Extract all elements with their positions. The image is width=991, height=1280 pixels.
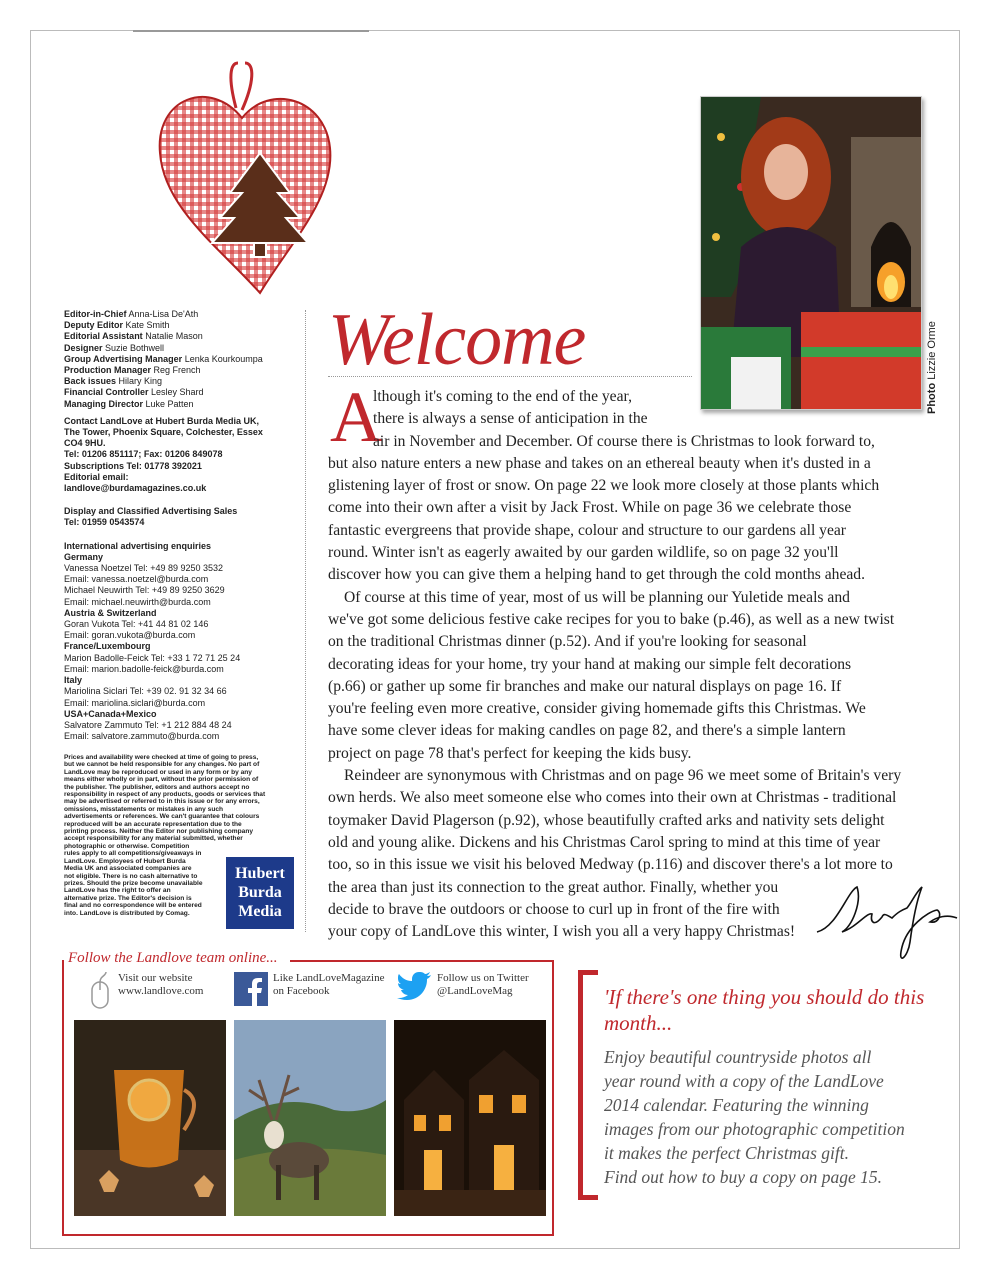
- article-line: old and young alike. Dickens and his Christmas Carol spring to mind at this time of year: [328, 833, 881, 851]
- logo-line: Hubert: [235, 865, 285, 882]
- facebook-icon[interactable]: [234, 972, 268, 1006]
- lantern-houses-photo: [394, 1020, 546, 1216]
- article-line: there is always a sense of anticipation in the: [373, 410, 648, 428]
- display-sales-block: [64, 506, 304, 528]
- disclaimer-line: advertisements or references. We can't guarantee that colours: [64, 813, 260, 821]
- quote-bracket: [578, 970, 598, 1200]
- editor-photo: [700, 96, 922, 410]
- intl-contact-line: Email: marion.badolle-feick@burda.com: [64, 663, 224, 674]
- staff-name: Hilary King: [116, 376, 163, 387]
- heart-ornament-image: [150, 58, 340, 308]
- welcome-title: Welcome: [328, 299, 586, 381]
- quote-line: images from our photographic competition: [604, 1119, 905, 1139]
- staff-row: [64, 320, 304, 331]
- intl-contact-line: Email: goran.vukota@burda.com: [64, 630, 196, 641]
- display-sales-line: Tel: 01959 0543574: [64, 517, 145, 528]
- article-line: too, so in this issue we visit his beloved Medway (p.116) and discover there's a lot more to: [328, 856, 893, 874]
- disclaimer-line: the publisher. The publisher, editors and authors accept no: [64, 783, 250, 791]
- article-line: you're feeling even more creative, consider giving homemade gifts this Christmas. We: [328, 700, 866, 718]
- staff-row: [64, 354, 304, 365]
- article-line: toymaker David Plagerson (p.92), whose beautifully crafted arks and nativity sets delight: [328, 811, 885, 829]
- article-line: discover how you can give them a helping hand to get through the cold months ahead.: [328, 566, 865, 584]
- disclaimer-line: responsibility in respect of any products, goods or services that: [64, 791, 266, 799]
- staff-role: Deputy Editor: [64, 320, 124, 331]
- disclaimer-line: Media UK and associated companies are: [64, 865, 192, 873]
- intl-contact-line: Marion Badolle-Feick Tel: +33 1 72 71 25 24: [64, 652, 241, 663]
- quote-line: 2014 calendar. Featuring the winning: [604, 1095, 869, 1115]
- international-list: [64, 552, 304, 742]
- facebook-line: Like LandLoveMagazine: [273, 972, 385, 984]
- article-line: glistening layer of frost or snow. On page 22 we look more closely at those plants which: [328, 477, 880, 495]
- intl-contact-line: Mariolina Siclari Tel: +39 02. 91 32 34 66: [64, 686, 227, 697]
- intl-contact-line: Vanessa Noetzel Tel: +49 89 9250 3532: [64, 563, 224, 574]
- disclaimer-line: LandLove has the right to offer an: [64, 887, 171, 895]
- intl-region: Italy: [64, 675, 83, 686]
- staff-row: [64, 331, 304, 342]
- article-line: (p.66) or gather up some fir branches and make our natural displays on page 16. If: [328, 677, 842, 695]
- staff-row: [64, 399, 304, 410]
- intl-contact-line: Michael Neuwirth Tel: +49 89 9250 3629: [64, 585, 225, 596]
- staff-list: [64, 309, 304, 410]
- article-line: round. Winter isn't as eagerly awaited by our garden wildlife, so on page 32 you'll: [328, 544, 839, 562]
- contact-line: CO4 9HU.: [64, 438, 106, 449]
- disclaimer-line: reproduced will be an accurate representation due to the: [64, 820, 242, 828]
- disclaimer-line: photographic or otherwise. Competition: [64, 842, 190, 850]
- reindeer-photo: [234, 1020, 386, 1216]
- staff-role: Back issues: [64, 376, 117, 387]
- quote-line: Enjoy beautiful countryside photos all: [604, 1047, 872, 1067]
- disclaimer-line: omissions, misstatements or mistakes in any such: [64, 805, 224, 813]
- article-line: we've got some delicious festive cake recipes for you to bake (p.46), as well as a new twist: [328, 610, 895, 628]
- top-rule: [133, 30, 369, 32]
- disclaimer-line: rules apply to all competitions/giveaways in: [64, 850, 202, 858]
- editor-signature: [812, 872, 962, 972]
- international-heading: International advertising enquiries: [64, 540, 212, 551]
- intl-region: Germany: [64, 551, 104, 562]
- contact-line: Contact LandLove at Hubert Burda Media UK,: [64, 415, 260, 426]
- article-line: fantastic evergreens that provide shape, colour and structure to our gardens all year: [328, 521, 847, 539]
- twitter-line: @LandLoveMag: [437, 985, 513, 997]
- follow-box-top-border: [290, 960, 554, 962]
- disclaimer-line: printing process. Neither the Editor nor publishing company: [64, 828, 254, 836]
- intl-contact-line: Goran Vukota Tel: +41 44 81 02 146: [64, 619, 209, 630]
- mouse-icon: [88, 972, 112, 1012]
- intl-contact-line: Email: mariolina.siclari@burda.com: [64, 697, 206, 708]
- contact-line: Tel: 01206 851117; Fax: 01206 849078: [64, 449, 223, 460]
- logo-line: Media: [238, 903, 282, 920]
- staff-name: Natalie Mason: [142, 331, 203, 342]
- staff-role: Financial Controller: [64, 387, 149, 398]
- article-line: have some clever ideas for making candles on page 82, and there's a simple lantern: [328, 722, 846, 740]
- article-line: Of course at this time of year, most of us will be planning our Yuletide meals and: [344, 588, 850, 606]
- drop-cap: A: [330, 377, 382, 457]
- disclaimer-line: final and no correspondence will be entered: [64, 902, 202, 910]
- article-line: own herds. We also meet someone else who comes into their own at Christmas - traditional: [328, 789, 897, 807]
- disclaimer-line: alternative prize. The Editor's decision is: [64, 894, 192, 902]
- staff-row: [64, 376, 304, 387]
- staff-name: Anna-Lisa De'Ath: [126, 309, 199, 319]
- staff-row: [64, 309, 304, 320]
- photo-credit-label: Photo: [926, 382, 938, 414]
- article-line: lthough it's coming to the end of the year,: [373, 388, 632, 405]
- intl-contact-line: Email: michael.neuwirth@burda.com: [64, 596, 211, 607]
- masthead: [64, 309, 304, 742]
- facebook-line: on Facebook: [273, 985, 330, 997]
- staff-role: Managing Director: [64, 398, 144, 409]
- article-line: the area than just its connection to the great author. Finally, whether you: [328, 878, 779, 896]
- contact-block: [64, 416, 304, 494]
- contact-line: The Tower, Phoenix Square, Colchester, Essex: [64, 427, 263, 438]
- staff-role: Editorial Assistant: [64, 331, 143, 342]
- intl-contact-line: Salvatore Zammuto Tel: +1 212 884 48 24: [64, 719, 232, 730]
- disclaimer-line: means either wholly or in part, without the prior permission of: [64, 776, 259, 784]
- twitter-line: Follow us on Twitter: [437, 972, 529, 984]
- intl-region: USA+Canada+Mexico: [64, 708, 157, 719]
- staff-role: Production Manager: [64, 365, 152, 376]
- staff-role: Group Advertising Manager: [64, 353, 183, 364]
- article-line: decide to brave the outdoors or choose to curl up in front of the fire with: [328, 900, 780, 918]
- staff-role: Editor-in-Chief: [64, 309, 127, 319]
- article-line: air in November and December. Of course there is Christmas to look forward to,: [373, 432, 875, 450]
- quote-line: Find out how to buy a copy on page 15.: [604, 1167, 883, 1187]
- intl-contact-line: Email: salvatore.zammuto@burda.com: [64, 731, 220, 742]
- staff-name: Luke Patten: [143, 398, 194, 409]
- disclaimer-line: not eligible. There is no cash alternative to: [64, 872, 198, 880]
- article-line: project on page 78 that's perfect for keeping the kids busy.: [328, 744, 692, 762]
- staff-name: Lesley Shard: [148, 387, 204, 398]
- staff-name: Reg French: [151, 365, 201, 376]
- mulled-wine-photo: [74, 1020, 226, 1216]
- hubert-burda-media-logo: [226, 857, 294, 929]
- disclaimer-line: LandLove. Employees of Hubert Burda: [64, 857, 186, 865]
- column-divider: [305, 310, 306, 932]
- disclaimer-line: into. LandLove is distributed by Comag.: [64, 909, 190, 917]
- article-line: your copy of LandLove this winter, I wish you all a very happy Christmas!: [328, 923, 796, 941]
- intl-contact-line: Email: vanessa.noetzel@burda.com: [64, 574, 209, 585]
- follow-title: Follow the Landlove team online...: [68, 950, 278, 966]
- twitter-bird-icon[interactable]: [397, 972, 431, 1000]
- quote-body: [604, 1045, 934, 1189]
- website-line: www.landlove.com: [118, 985, 204, 997]
- disclaimer-line: LandLove may be reproduced or used in any form or by any: [64, 768, 252, 776]
- staff-row: [64, 343, 304, 354]
- disclaimer-line: but we cannot be held responsible for any changes. No part of: [64, 761, 260, 769]
- article-line: decorating ideas for your home, try your hand at making our simple felt decorations: [328, 655, 852, 673]
- website-line: Visit our website: [118, 972, 193, 984]
- disclaimer-line: may be advertised or referred to in this issue or for any errors,: [64, 798, 260, 806]
- logo-line: Burda: [238, 884, 282, 901]
- quote-line: year round with a copy of the LandLove: [604, 1071, 884, 1091]
- intl-region: Austria & Switzerland: [64, 607, 157, 618]
- display-sales-line: Display and Classified Advertising Sales: [64, 506, 238, 517]
- staff-row: [64, 365, 304, 376]
- contact-line: Editorial email:: [64, 471, 129, 482]
- article-body: [328, 386, 928, 943]
- international-block: [64, 541, 304, 743]
- staff-name: Suzie Bothwell: [102, 342, 165, 353]
- staff-name: Lenka Kourkoumpa: [182, 353, 263, 364]
- contact-line: Subscriptions Tel: 01778 392021: [64, 460, 202, 471]
- disclaimer-line: accept responsibility for any material submitted, whether: [64, 835, 243, 843]
- quote-title: 'If there's one thing you should do this month...: [604, 985, 925, 1035]
- staff-role: Designer: [64, 342, 103, 353]
- article-line: on the traditional Christmas dinner (p.52). And if you're looking for seasonal: [328, 633, 807, 651]
- article-line: come into their own after a visit by Jack Frost. While on page 36 we celebrate those: [328, 499, 852, 517]
- photo-credit-name: Lizzie Orme: [926, 321, 938, 380]
- quote-line: it makes the perfect Christmas gift.: [604, 1143, 849, 1163]
- disclaimer-line: Prices and availability were checked at time of going to press,: [64, 754, 259, 761]
- intl-region: France/Luxembourg: [64, 641, 151, 652]
- facebook-link[interactable]: [273, 972, 384, 998]
- staff-name: Kate Smith: [123, 320, 170, 331]
- staff-row: [64, 387, 304, 398]
- contact-line: landlove@burdamagazines.co.uk: [64, 483, 207, 494]
- disclaimer-line: prizes. Should the prize become unavailable: [64, 879, 203, 887]
- article-line: but also nature enters a new phase and takes on an ethereal beauty when it's dusted in a: [328, 454, 871, 472]
- website-link[interactable]: [118, 972, 203, 998]
- article-line: Reindeer are synonymous with Christmas and on page 96 we meet some of Britain's very: [344, 767, 902, 785]
- welcome-rule: [328, 376, 692, 377]
- twitter-link[interactable]: [437, 972, 529, 998]
